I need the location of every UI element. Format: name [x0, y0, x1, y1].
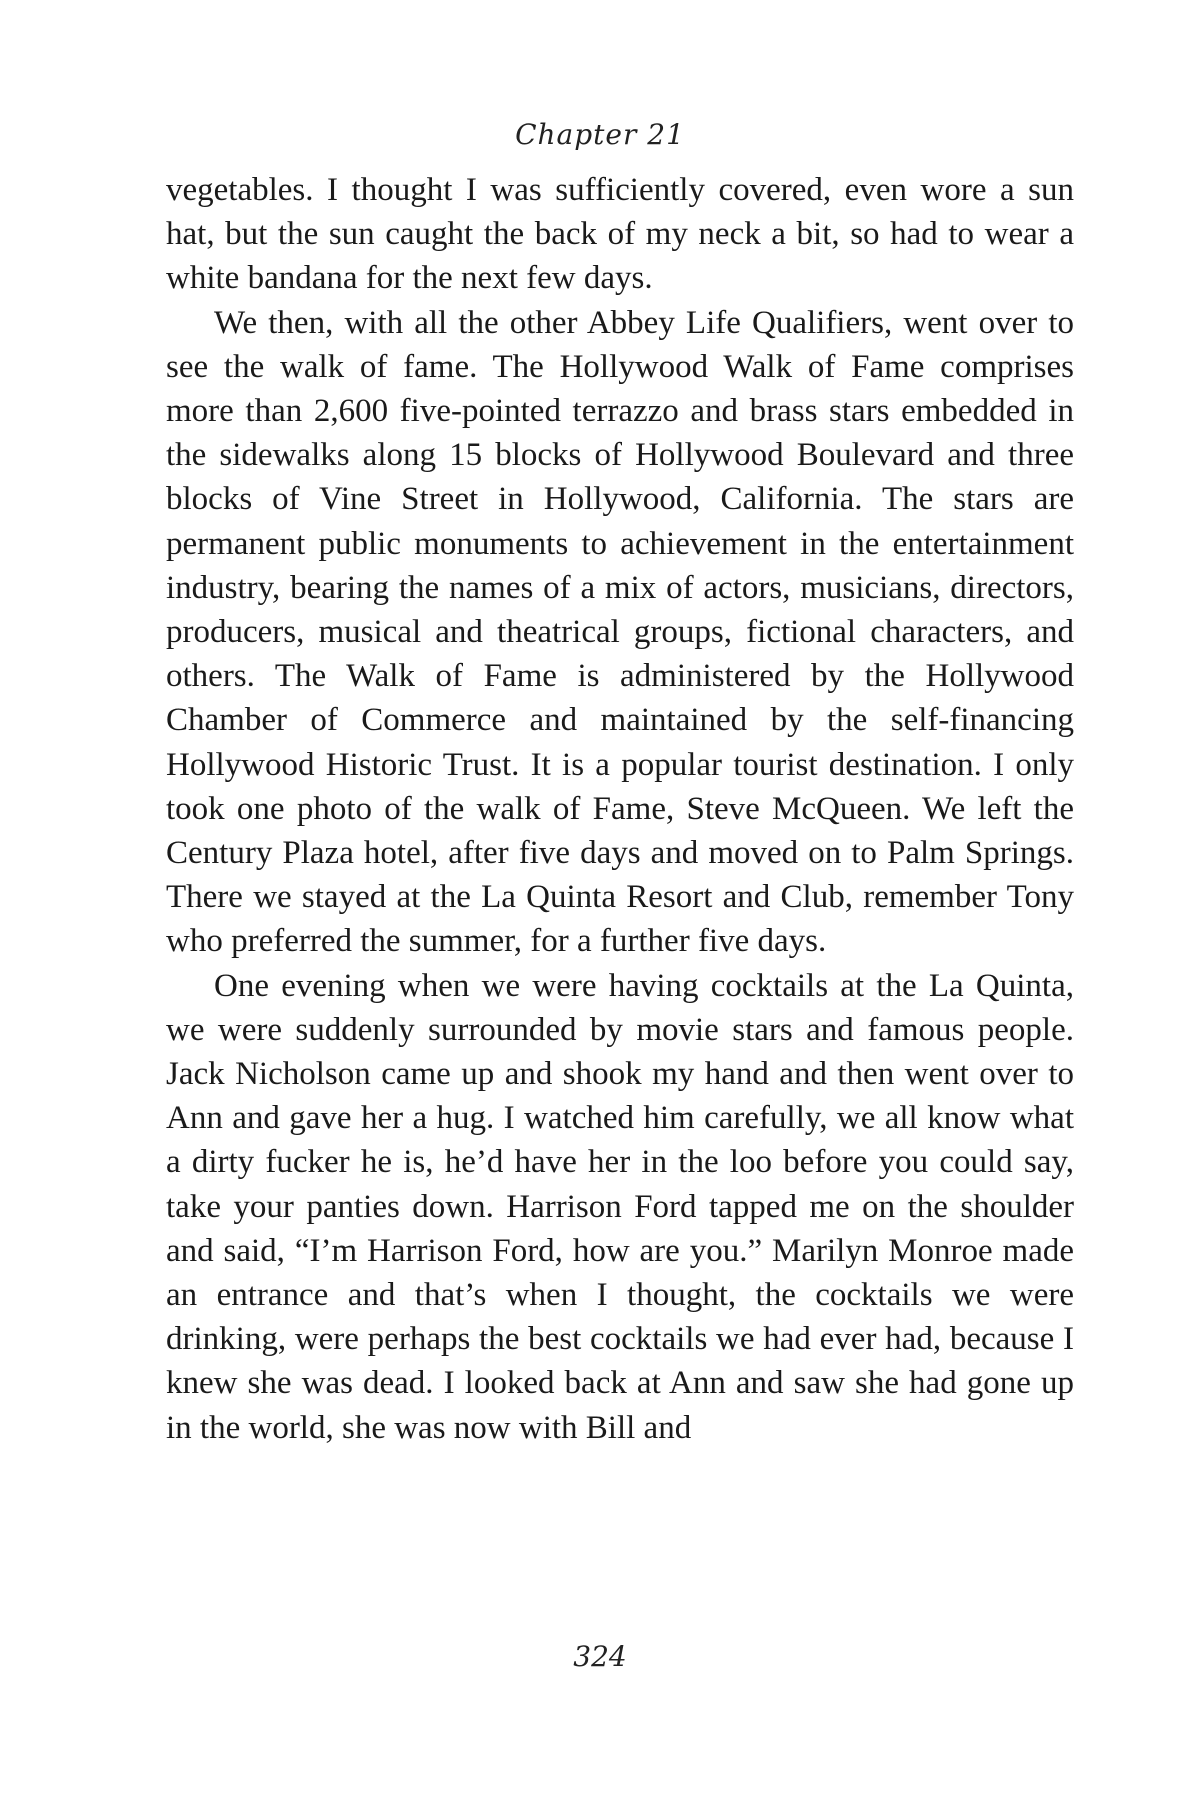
- body-text: [166, 168, 1074, 1450]
- paragraph-walk-of-fame: We then, with all the other Abbey Life Qualifiers, went over to see the walk of fame. The Hollywood Walk of Fame comprises more than 2,600 five-pointed terrazzo and brass stars embedded in the sidewalks along 15 blocks of Hollywood Boulevard and three blocks of Vine Street in Hollywood, California. The stars are permanent public monuments to achievement in the entertainment industry, bearing the names of a mix of actors, musicians, directors, producers, musical and theatrical groups, fictional characters, and others. The Walk of Fame is administered by the Hollywood Chamber of Commerce and maintained by the self-financing Hollywood Historic Trust. It is a popular tourist destination. I only took one photo of the walk of Fame, Steve McQueen. We left the Century Plaza hotel, after five days and moved on to Palm Springs. There we stayed at the La Quinta Resort and Club, remember Tony who preferred the summer, for a further five days.: [166, 304, 1074, 960]
- paragraph-la-quinta-evening: One evening when we were having cocktails at the La Quinta, we were suddenly surrounded by movie stars and famous people. Jack Nicholson came up and shook my hand and then went over to Ann and gave her a hug. I watched him carefully, we all know what a dirty fucker he is, he’d have her in the loo before you could say, take your panties down. Harrison Ford tapped me on the shoulder and said, “I’m Harrison Ford, how are you.” Marilyn Monroe made an entrance and that’s when I thought, the cocktails we were drinking, were perhaps the best cocktails we had ever had, because I knew she was dead. I looked back at Ann and saw she had gone up in the world, she was now with Bill and: [166, 967, 1074, 1446]
- paragraph-continued: vegetables. I thought I was sufficiently covered, even wore a sun hat, but the sun caught the back of my neck a bit, so had to wear a white bandana for the next few days.: [166, 172, 1074, 297]
- running-head-chapter-title: Chapter 21: [515, 118, 685, 151]
- page-number: 324: [573, 1640, 627, 1673]
